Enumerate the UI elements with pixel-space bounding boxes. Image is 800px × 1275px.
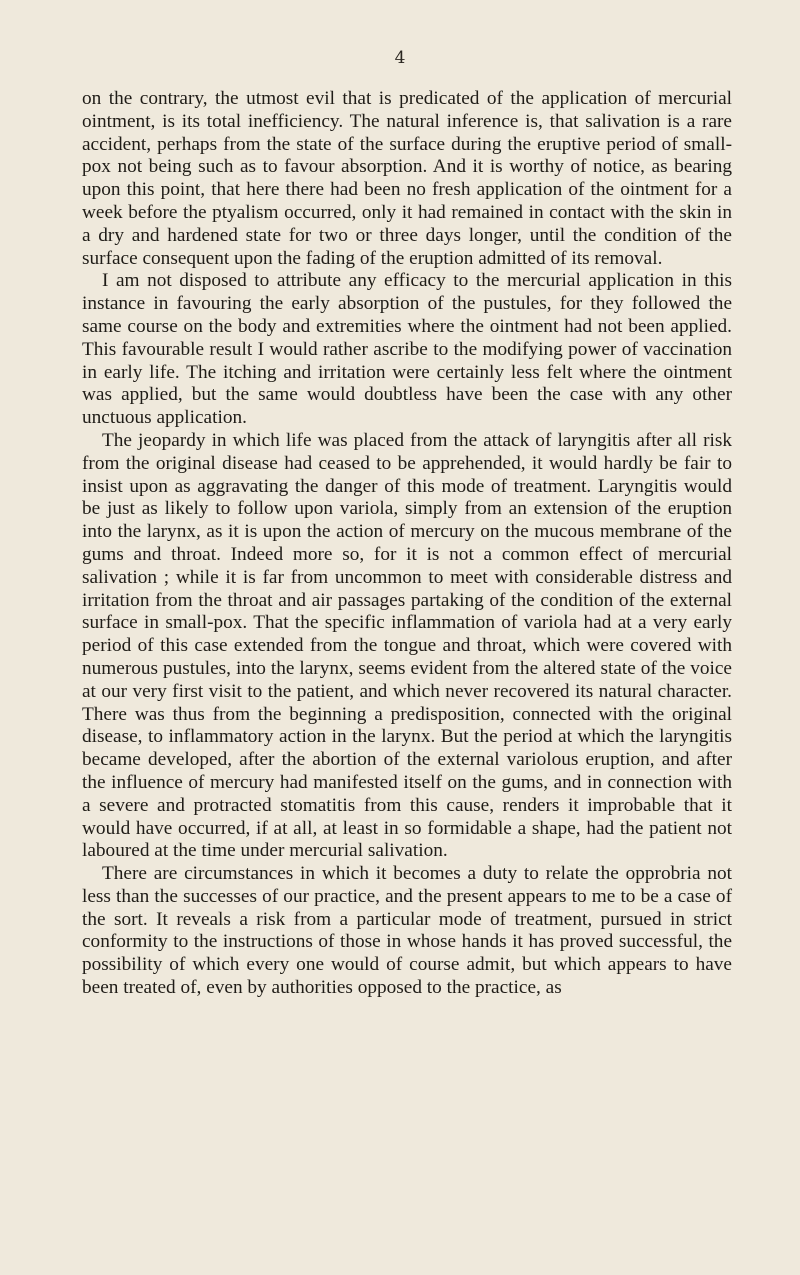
body-text — [82, 88, 732, 1000]
paragraph-3: The jeopardy in which life was placed from the attack of laryngitis after all risk from the original disease had ceased to be apprehended, it would hardly be fair to insist upon as aggravating the danger of this mode of treatment. Laryngitis would be just as likely to follow upon variola, simply from an extension of the eruption into the larynx, as it is upon the action of mercury on the mucous membrane of the gums and throat. Indeed more so, for it is not a common effect of mercurial salivation ; while it is far from uncommon to meet with considerable distress and irritation from the throat and air passages partaking of the condition of the external surface in small-pox. That the specific inflammation of variola had at a very early period of this case extended from the tongue and throat, which were covered with numerous pustules, into the larynx, seems evident from the altered state of the voice at our very first visit to the patient, and which never recovered its natural character. There was thus from the beginning a predisposition, connected with the original disease, to inflammatory action in the larynx. But the period at which the laryngitis became developed, after the abortion of the external variolous eruption, and after the influence of mercury had manifested itself on the gums, and in connection with a severe and protracted stomatitis from this cause, renders it improbable that it would have occurred, if at all, at least in so formidable a shape, had the patient not laboured at the time under mercurial salivation. — [82, 429, 732, 862]
paragraph-2: I am not disposed to attribute any efficacy to the mercurial application in this instance in favouring the early absorption of the pustules, for they followed the same course on the body and extremities where the ointment had not been applied. This favourable result I would rather ascribe to the modifying power of vaccination in early life. The itching and irritation were certainly less felt where the ointment was applied, but the same would doubtless have been the case with any other unctuous application. — [82, 270, 732, 429]
paragraph-1: on the contrary, the utmost evil that is predicated of the application of mercurial ointment, is its total inefficiency. The natural inference is, that salivation is a rare accident, perhaps from the state of the surface during the eruptive period of small-pox not being such as to favour absorption. And it is worthy of notice, as bearing upon this point, that here there had been no fresh application of the ointment for a week before the ptyalism occurred, only it had remained in contact with the skin in a dry and hardened state for two or three days longer, until the condition of the surface consequent upon the fading of the eruption admitted of its removal. — [82, 88, 732, 269]
paragraph-4: There are circumstances in which it becomes a duty to relate the opprobria not less than the successes of our practice, and the present appears to me to be a case of the sort. It reveals a risk from a particular mode of treatment, pursued in strict conformity to the instructions of those in whose hands it has proved successful, the possibility of which every one would of course admit, but which appears to have been treated of, even by authorities opposed to the practice, as — [82, 863, 732, 999]
page-number: 4 — [394, 48, 406, 68]
